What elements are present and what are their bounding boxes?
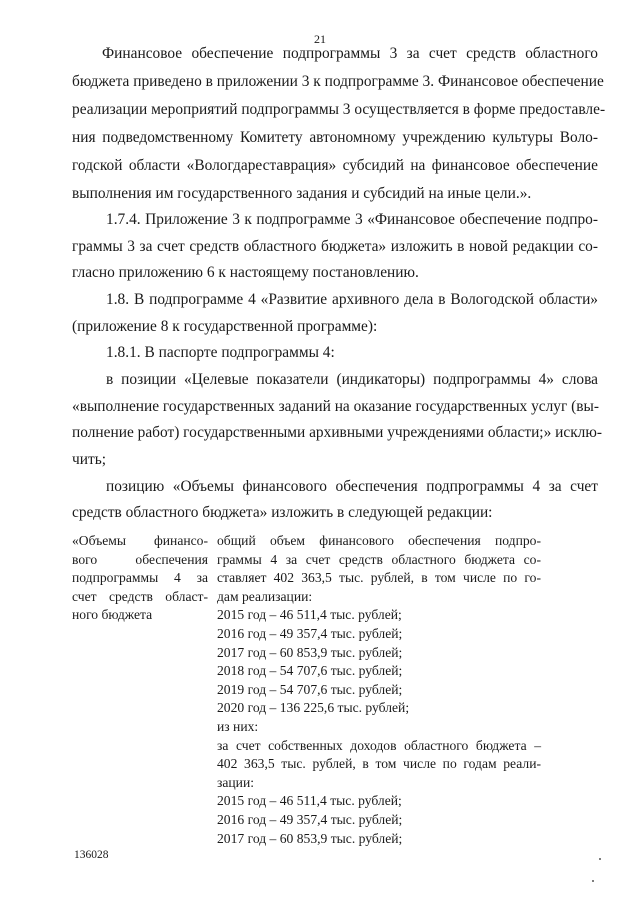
body-line: в позиции «Целевые показатели (индикаторы) подпрограммы 4» слова: [106, 371, 598, 388]
table-right-line: 2017 год – 60 853,9 тыс. рублей;: [217, 644, 403, 660]
table-left-cell: [72, 532, 208, 625]
table-right-line: 2018 год – 54 707,6 тыс. рублей;: [217, 663, 403, 679]
body-line: реализации мероприятий подпрограммы 3 осуществляется в форме предоставле-: [72, 101, 606, 118]
scan-mark: [592, 880, 594, 882]
body-line: 1.7.4. Приложение 3 к подпрограмме 3 «Финансовое обеспечение подпро-: [106, 211, 598, 228]
table-left-line: ного бюджета: [72, 607, 153, 623]
body-line: средств областного бюджета» изложить в следующей редакции:: [72, 504, 493, 521]
body-line: выполнения им государственного задания и субсидий на иные цели.».: [72, 185, 532, 202]
table-right-line: 2016 год – 49 357,4 тыс. рублей;: [217, 811, 403, 827]
table-right-line: 2015 год – 46 511,4 тыс. рублей;: [217, 793, 402, 809]
table-right-line: 2019 год – 54 707,6 тыс. рублей;: [217, 681, 403, 697]
body-line: чить;: [72, 451, 106, 468]
table-left-line: «Объемы финансо-: [72, 533, 208, 548]
body-line: 1.8. В подпрограмме 4 «Развитие архивного дела в Вологодской области»: [106, 291, 598, 308]
body-line: Финансовое обеспечение подпрограммы 3 за счет средств областного: [102, 45, 598, 62]
body-line: позицию «Объемы финансового обеспечения подпрограммы 4 за счет: [106, 478, 598, 495]
table-right-line: 2017 год – 60 853,9 тыс. рублей;: [217, 830, 403, 846]
table-right-line: 402 363,5 тыс. рублей, в том числе по годам реали-: [217, 756, 541, 772]
body-line: гласно приложению 6 к настоящему постановлению.: [72, 264, 419, 281]
body-line: 1.8.1. В паспорте подпрограммы 4:: [106, 344, 335, 361]
document-code: 136028: [74, 849, 109, 861]
body-line: граммы 3 за счет средств областного бюджета» изложить в новой редакции со-: [72, 238, 598, 255]
page-number: 21: [314, 32, 326, 46]
table-right-line: дам реализации:: [217, 588, 313, 604]
table-left-line: счет средств област-: [72, 588, 208, 604]
body-line: «выполнение государственных заданий на оказание государственных услуг (вы-: [72, 398, 600, 415]
table-right-line: ставляет 402 363,5 тыс. рублей, в том числе по го-: [217, 570, 541, 586]
table-right-line: 2015 год – 46 511,4 тыс. рублей;: [217, 607, 402, 623]
table-right-line: из них:: [217, 718, 259, 734]
body-line: бюджета приведено в приложении 3 к подпрограмме 3. Финансовое обеспечение: [72, 73, 604, 90]
table-right-line: 2016 год – 49 357,4 тыс. рублей;: [217, 625, 403, 641]
table-right-line: граммы 4 за счет средств областного бюджета со-: [217, 551, 541, 567]
body-line: полнение работ) государственными архивными учреждениями области;» исклю-: [72, 424, 602, 441]
body-line: ния подведомственному Комитету автономному учреждению культуры Воло-: [72, 129, 598, 146]
table-right-line: 2020 год – 136 225,6 тыс. рублей;: [217, 700, 410, 716]
table-left-line: вого обеспечения: [72, 551, 208, 567]
table-right-line: общий объем финансового обеспечения подпро-: [217, 533, 541, 548]
table-right-line: зации:: [217, 774, 255, 790]
table-right-line: за счет собственных доходов областного бюджета –: [217, 737, 541, 753]
body-line: (приложение 8 к государственной программе):: [72, 318, 378, 335]
scan-mark: [599, 858, 601, 860]
table-left-line: подпрограммы 4 за: [72, 570, 208, 586]
body-line: годской области «Вологдареставрация» субсидий на финансовое обеспечение: [72, 157, 598, 174]
table-right-cell: [217, 532, 541, 848]
